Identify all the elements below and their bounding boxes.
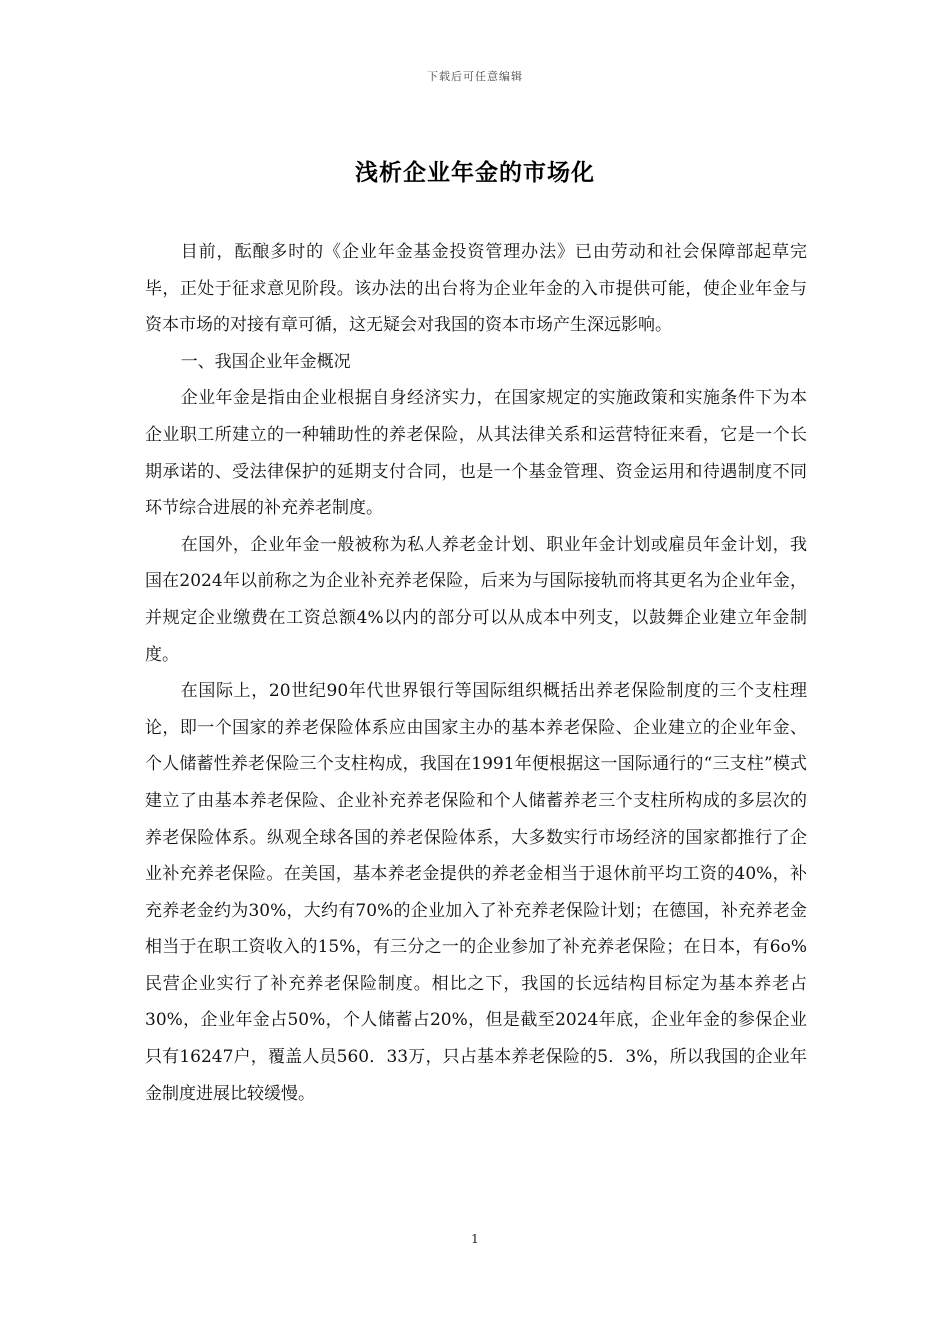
paragraph-definition: 企业年金是指由企业根据自身经济实力，在国家规定的实施政策和实施条件下为本企业职工所建立的一种辅助性的养老保险，从其法律关系和运营特征来看，它是一个长期承诺的、受法律保护的延期支付合同，也是一个基金管理、资金运用和待遇制度不同环节综合进展的补充养老制度。 (145, 388, 807, 519)
paragraph-intro: 目前，酝酿多时的《企业年金基金投资管理办法》已由劳动和社会保障部起草完毕，正处于征求意见阶段。该办法的出台将为企业年金的入市提供可能，使企业年金与资本市场的对接有章可循，这无疑会对我国的资本市场产生深远影响。 (145, 242, 807, 336)
header-note: 下载后可任意编辑 (427, 70, 523, 83)
page-number: 1 (471, 1232, 479, 1246)
paragraph-abroad: 在国外，企业年金一般被称为私人养老金计划、职业年金计划或雇员年金计划，我国在2024年以前称之为企业补充养老保险，后来为与国际接轨而将其更名为企业年金，并规定企业缴费在工资总额4%以内的部分可以从成本中列支，以鼓舞企业建立年金制度。 (145, 534, 807, 665)
section-heading: 一、我国企业年金概况 (180, 351, 351, 372)
document-body (145, 234, 807, 1112)
paragraph-international: 在国际上，20世纪90年代世界银行等国际组织概括出养老保险制度的三个支柱理论，即一个国家的养老保险体系应由国家主办的基本养老保险、企业建立的企业年金、个人储蓄性养老保险三个支柱构成，我国在1991年便根据这一国际通行的“三支柱”模式建立了由基本养老保险、企业补充养老保险和个人储蓄养老三个支柱所构成的多层次的养老保险体系。纵观全球各国的养老保险体系，大多数实行市场经济的国家都推行了企业补充养老保险。在美国，基本养老金提供的养老金相当于退休前平均工资的40%，补充养老金约为30%，大约有70%的企业加入了补充养老保险计划；在德国，补充养老金相当于在职工资收入的15%，有三分之一的企业参加了补充养老保险；在日本，有6o%民营企业实行了补充养老保险制度。相比之下，我国的长远结构目标定为基本养老占30%，企业年金占50%，个人储蓄占20%，但是截至2024年底，企业年金的参保企业只有16247户，覆盖人员560．33万，只占基本养老保险的5．3%，所以我国的企业年金制度进展比较缓慢。 (145, 681, 807, 1104)
document-title: 浅析企业年金的市场化 (355, 160, 595, 186)
